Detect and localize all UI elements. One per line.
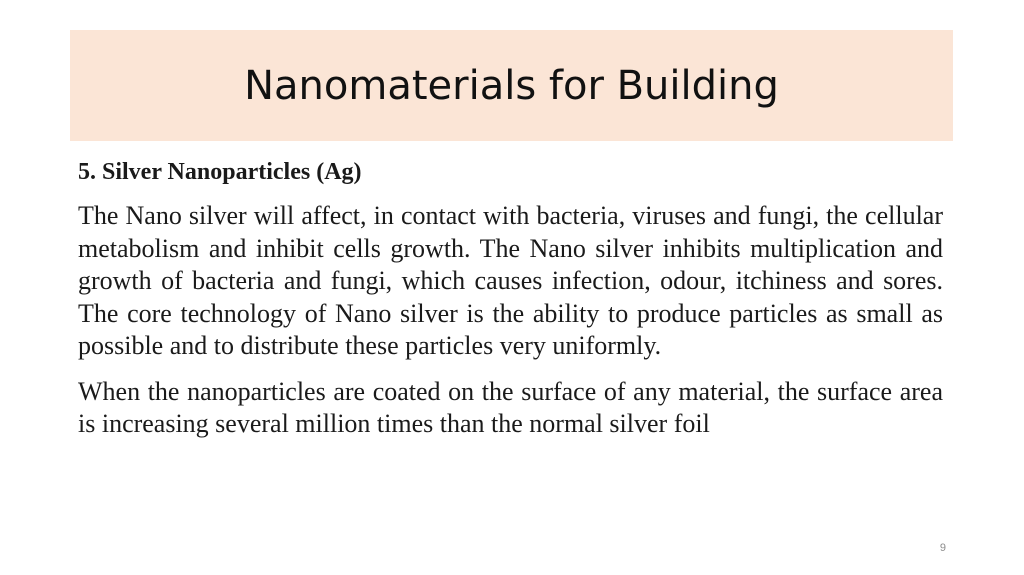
slide-title: Nanomaterials for Building [244, 62, 779, 109]
paragraph-2: When the nanoparticles are coated on the surface of any material, the surface area is increasing several million times than the normal silver foil [78, 376, 943, 438]
section-heading: 5. Silver Nanoparticles (Ag) [78, 159, 362, 185]
page-number: 9 [939, 542, 946, 554]
title-band [70, 30, 953, 141]
paragraph-1: The Nano silver will affect, in contact with bacteria, viruses and fungi, the cellular metabolism and inhibit cells growth. The Nano silver inhibits multiplication and growth of bacteria and fungi, which causes infection, odour, itchiness and sores. The core technology of Nano silver is the ability to produce particles as small as possible and to distribute these particles very uniformly. [78, 201, 943, 360]
slide-body [78, 156, 943, 454]
